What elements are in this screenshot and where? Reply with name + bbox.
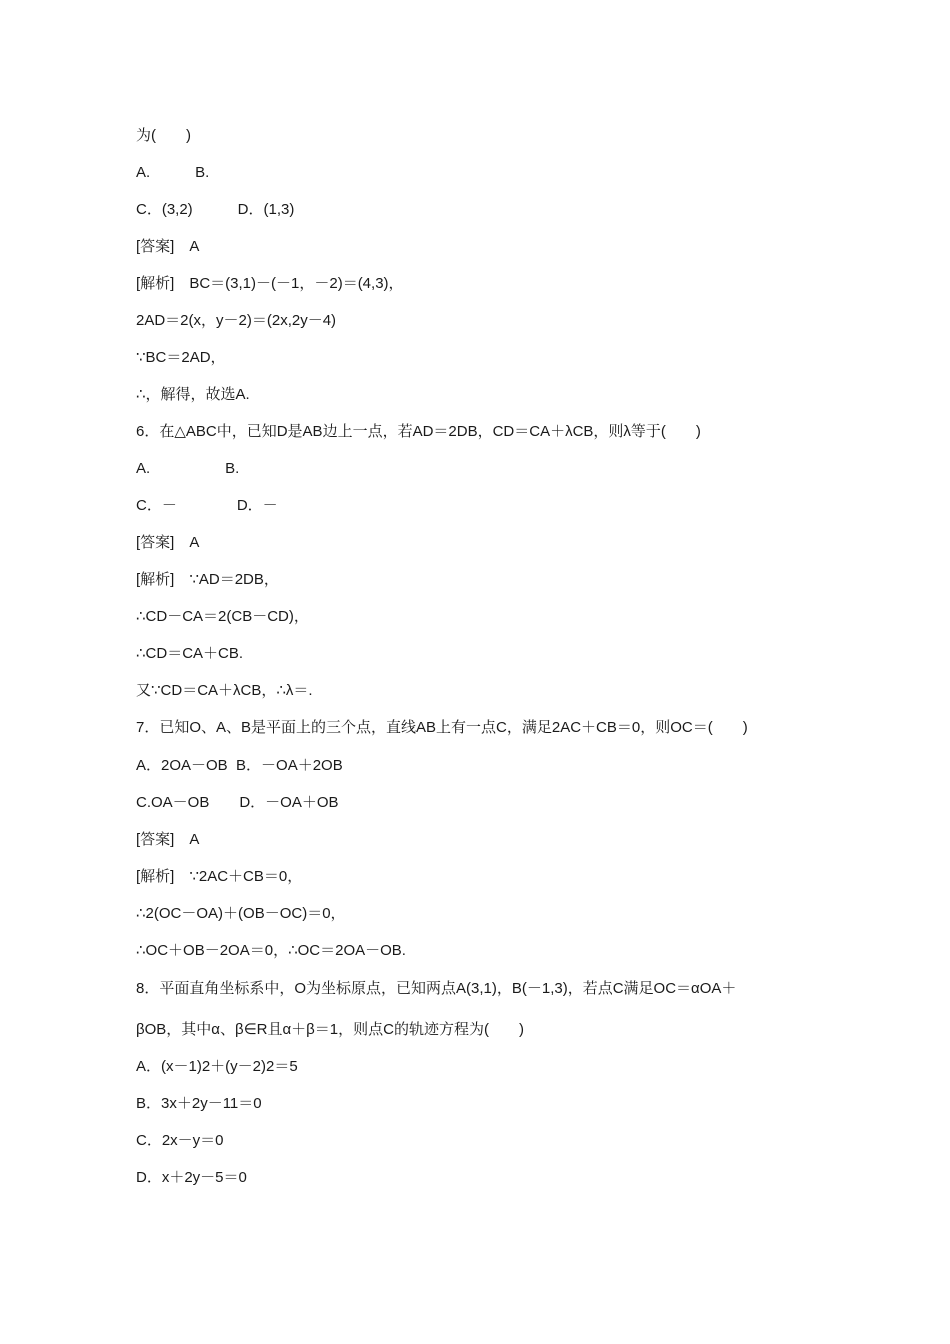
question-5-analysis-1: [解析] BC＝(3,1)－(－1，－2)＝(4,3)， <box>136 275 404 292</box>
question-6-analysis-2: ∴CD－CA＝2(CB－CD)， <box>136 608 309 625</box>
question-8-stem-2: βOB，其中α、β∈R且α＋β＝1，则点C的轨迹方程为( ) <box>136 1021 524 1038</box>
question-7-analysis-1: [解析] ∵2AC＋CB＝0， <box>136 868 303 885</box>
question-5-options-cd: C．(3,2) D．(1,3) <box>136 201 295 218</box>
question-6-options-cd: C．－ D．－ <box>136 497 278 514</box>
question-8-option-d: D．x＋2y－5＝0 <box>136 1169 247 1186</box>
question-7-answer: [答案] A <box>136 831 200 848</box>
question-5-analysis-4: ∴，解得，故选A. <box>136 386 250 403</box>
question-7-analysis-2: ∴2(OC－OA)＋(OB－OC)＝0， <box>136 905 346 922</box>
question-5-answer: [答案] A <box>136 238 200 255</box>
question-5-analysis-3: ∵BC＝2AD， <box>136 349 226 366</box>
question-8-option-b: B．3x＋2y－11＝0 <box>136 1095 262 1112</box>
question-7-options-cd: C.OA－OB D．－OA＋OB <box>136 794 339 811</box>
question-6-analysis-3: ∴CD＝CA＋CB. <box>136 645 244 662</box>
question-5-analysis-2: 2AD＝2(x，y－2)＝(2x,2y－4) <box>136 312 337 329</box>
question-6-answer: [答案] A <box>136 534 200 551</box>
question-7-options-ab: A．2OA－OB B．－OA＋2OB <box>136 757 343 774</box>
question-8-option-a: A．(x－1)2＋(y－2)2＝5 <box>136 1058 298 1075</box>
question-8-stem-1: 8．平面直角坐标系中，O为坐标原点，已知两点A(3,1)，B(－1,3)，若点C满足OC＝αOA＋ <box>136 980 737 997</box>
question-5-options-ab: A. B. <box>136 164 210 181</box>
question-6-options-ab: A. B. <box>136 460 240 477</box>
question-8-option-c: C．2x－y＝0 <box>136 1132 224 1149</box>
question-6-analysis-4: 又∵CD＝CA＋λCB，∴λ＝. <box>136 682 313 699</box>
question-6-analysis-1: [解析] ∵AD＝2DB， <box>136 571 279 588</box>
question-7-stem: 7．已知O、A、B是平面上的三个点，直线AB上有一点C，满足2AC＋CB＝0，则OC＝( ) <box>136 719 748 736</box>
question-5-stem-end: 为( ) <box>136 127 191 144</box>
question-7-analysis-3: ∴OC＋OB－2OA＝0，∴OC＝2OA－OB. <box>136 942 406 959</box>
question-6-stem: 6．在△ABC中，已知D是AB边上一点，若AD＝2DB，CD＝CA＋λCB，则λ等于( ) <box>136 423 701 440</box>
